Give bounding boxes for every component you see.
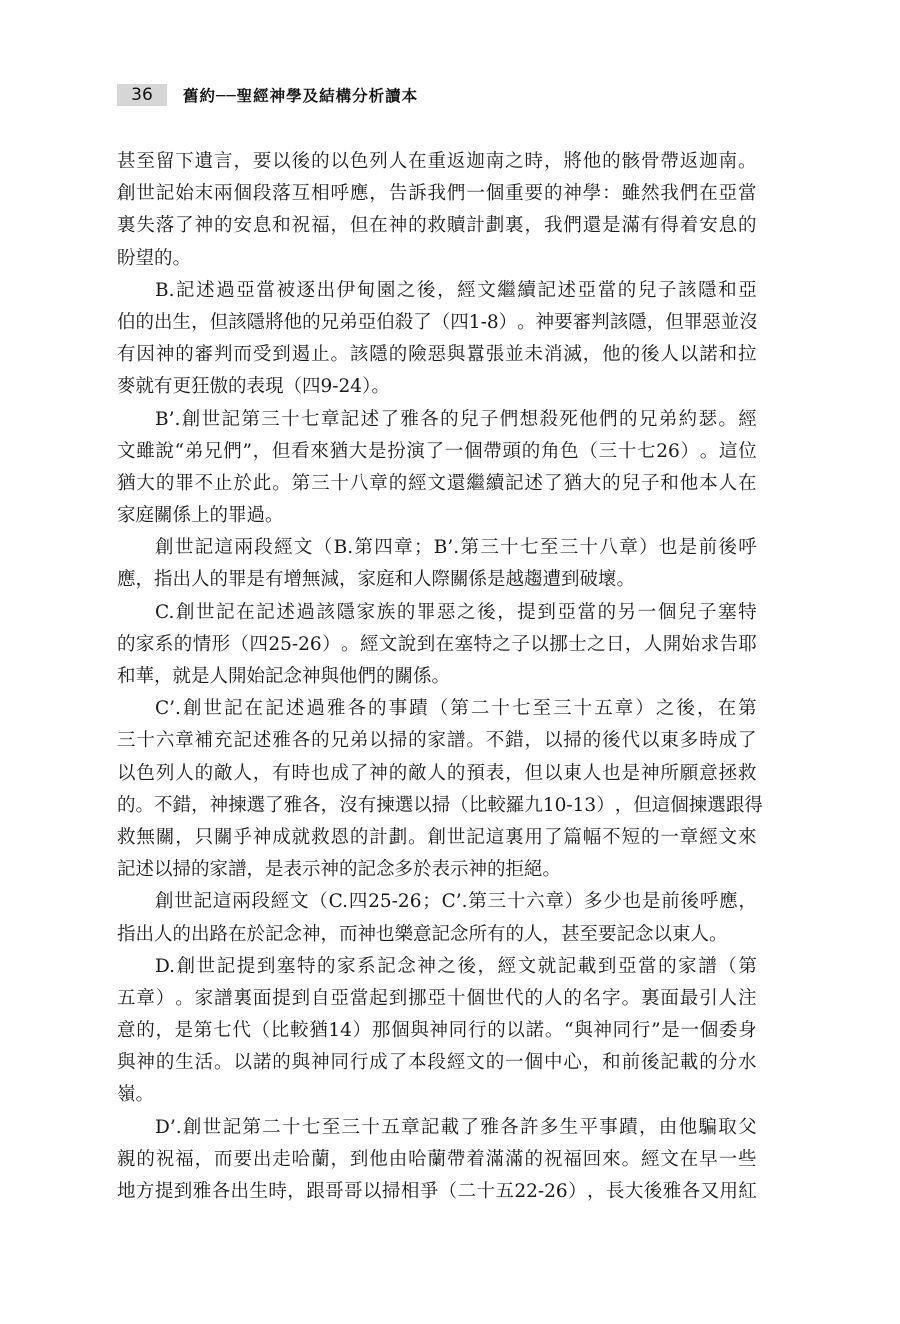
text-line: D. 創 世 記 提 到 塞 特 的 家 系 記 念 神 之 後 ， 經 文 就 記 載 到 亞 當 的 家 譜 （ 第 (155, 955, 757, 977)
text-line: 文 雖 說 “ 弟 兄 們 ” ， 但 看 來 猶 大 是 扮 演 了 一 個 帶 頭 的 角 色 （ 三 十 七 26 ） 。 這 位 (117, 440, 757, 462)
text-line: 麥就有更狂傲的表現（四9-24）。 (117, 376, 390, 398)
text-line: 與 神 的 生 活 。 以 諾 的 與 神 同 行 成 了 本 段 經 文 的 一 個 中 心 ， 和 前 後 記 載 的 分 水 (117, 1052, 757, 1074)
body-text (117, 146, 763, 1208)
text-line: 嶺。 (117, 1084, 155, 1106)
text-line: 有 因 神 的 審 判 而 受 到 遏 止 。 該 隱 的 險 惡 與 囂 張 並 未 消 滅 ， 他 的 後 人 以 諾 和 拉 (117, 344, 757, 366)
text-line: 應，指出人的罪是有增無減，家庭和人際關係是越趨遭到破壞。 (117, 569, 636, 591)
text-line: 意 的 ， 是 第 七 代 （ 比 較 猶 14 ） 那 個 與 神 同 行 的 以 諾 。 “ 與 神 同 行 ” 是 一 個 委 身 (117, 1020, 757, 1042)
text-line: 的 家 系 的 情 形 （ 四 25-26 ） 。 經 文 說 到 在 塞 特 之 子 以 挪 士 之 日 ， 人 開 始 求 告 耶 (117, 633, 757, 655)
text-line: 五 章 ） 。 家 譜 裏 面 提 到 自 亞 當 起 到 挪 亞 十 個 世 代 的 人 的 名 字 。 裏 面 最 引 人 注 (117, 987, 757, 1009)
text-line: 創 世 記 始 末 兩 個 段 落 互 相 呼 應 ， 告 訴 我 們 一 個 重 要 的 神 學 ： 雖 然 我 們 在 亞 當 (117, 183, 757, 205)
text-line: 猶 大 的 罪 不 止 於 此 。 第 三 十 八 章 的 經 文 還 繼 續 記 述 了 猶 大 的 兒 子 和 他 本 人 在 (117, 472, 757, 494)
page-number: 36 (117, 84, 167, 106)
text-line: 甚 至 留 下 遺 言 ， 要 以 後 的 以 色 列 人 在 重 返 迦 南 之 時 ， 將 他 的 骸 骨 帶 返 迦 南 。 (117, 151, 757, 172)
text-line: 指出人的出路在於記念神，而神也樂意記念所有的人，甚至要記念以東人。 (117, 923, 728, 945)
text-line: 創 世 記 這 兩 段 經 文 （ C. 四 25-26 ； C’. 第 三 十 六 章 ） 多 少 也 是 前 後 呼 應 ， (155, 891, 757, 913)
text-line: 記述以掃的家譜，是表示神的記念多於表示神的拒絕。 (117, 859, 562, 881)
text-line: 創 世 記 這 兩 段 經 文 （ B. 第 四 章 ； B’. 第 三 十 七 至 三 十 八 章 ） 也 是 前 後 呼 (155, 537, 757, 559)
text-line: 救 無 關 ， 只 關 乎 神 成 就 救 恩 的 計 劃 。 創 世 記 這 裏 用 了 篇 幅 不 短 的 一 章 經 文 來 (117, 826, 757, 848)
text-line: 以 色 列 人 的 敵 人 ， 有 時 也 成 了 神 的 敵 人 的 預 表 ， 但 以 東 人 也 是 神 所 願 意 拯 救 (117, 762, 757, 784)
text-line: 三 十 六 章 補 充 記 述 雅 各 的 兄 弟 以 掃 的 家 譜 。 不 錯 ， 以 掃 的 後 代 以 東 多 時 成 了 (117, 730, 757, 752)
text-line: 和華，就是人開始記念神與他們的關係。 (117, 666, 451, 687)
text-line: D’. 創 世 記 第 二 十 七 至 三 十 五 章 記 載 了 雅 各 許 多 生 平 事 蹟 ， 由 他 騙 取 父 (155, 1116, 757, 1138)
text-line: B. 記 述 過 亞 當 被 逐 出 伊 甸 園 之 後 ， 經 文 繼 續 記 述 亞 當 的 兒 子 該 隱 和 亞 (155, 279, 757, 301)
text-line: 伯 的 出 生 ， 但 該 隱 將 他 的 兄 弟 亞 伯 殺 了 （ 四 1-8 ） 。 神 要 審 判 該 隱 ， 但 罪 惡 並 沒 (117, 311, 758, 333)
page-header (117, 84, 418, 106)
text-line: 家庭關係上的罪過。 (117, 505, 284, 527)
text-line: 地 方 提 到 雅 各 出 生 時 ， 跟 哥 哥 以 掃 相 爭 （ 二 十 五 22-26 ） ， 長 大 後 雅 各 又 用 紅 (117, 1181, 757, 1202)
running-title: 舊約──聖經神學及結構分析讀本 (183, 87, 419, 105)
text-line: 裏 失 落 了 神 的 安 息 和 祝 福 ， 但 在 神 的 救 贖 計 劃 裏 ， 我 們 還 是 滿 有 得 着 安 息 的 (117, 215, 757, 237)
text-line: C. 創 世 記 在 記 述 過 該 隱 家 族 的 罪 惡 之 後 ， 提 到 亞 當 的 另 一 個 兒 子 塞 特 (155, 601, 757, 623)
text-line: C’. 創 世 記 在 記 述 過 雅 各 的 事 蹟 （ 第 二 十 七 至 三 十 五 章 ） 之 後 ， 在 第 (155, 698, 757, 720)
text-line: B’. 創 世 記 第 三 十 七 章 記 述 了 雅 各 的 兒 子 們 想 殺 死 他 們 的 兄 弟 約 瑟 。 經 (155, 408, 757, 430)
text-line: 盼望的。 (117, 247, 192, 269)
text-line: 的 。 不 錯 ， 神 揀 選 了 雅 各 ， 沒 有 揀 選 以 掃 （ 比 較 羅 九 10-13 ） ， 但 這 個 揀 選 跟 得 (117, 794, 763, 816)
text-line: 親 的 祝 福 ， 而 要 出 走 哈 蘭 ， 到 他 由 哈 蘭 帶 着 滿 滿 的 祝 福 回 來 。 經 文 在 早 一 些 (117, 1148, 757, 1170)
